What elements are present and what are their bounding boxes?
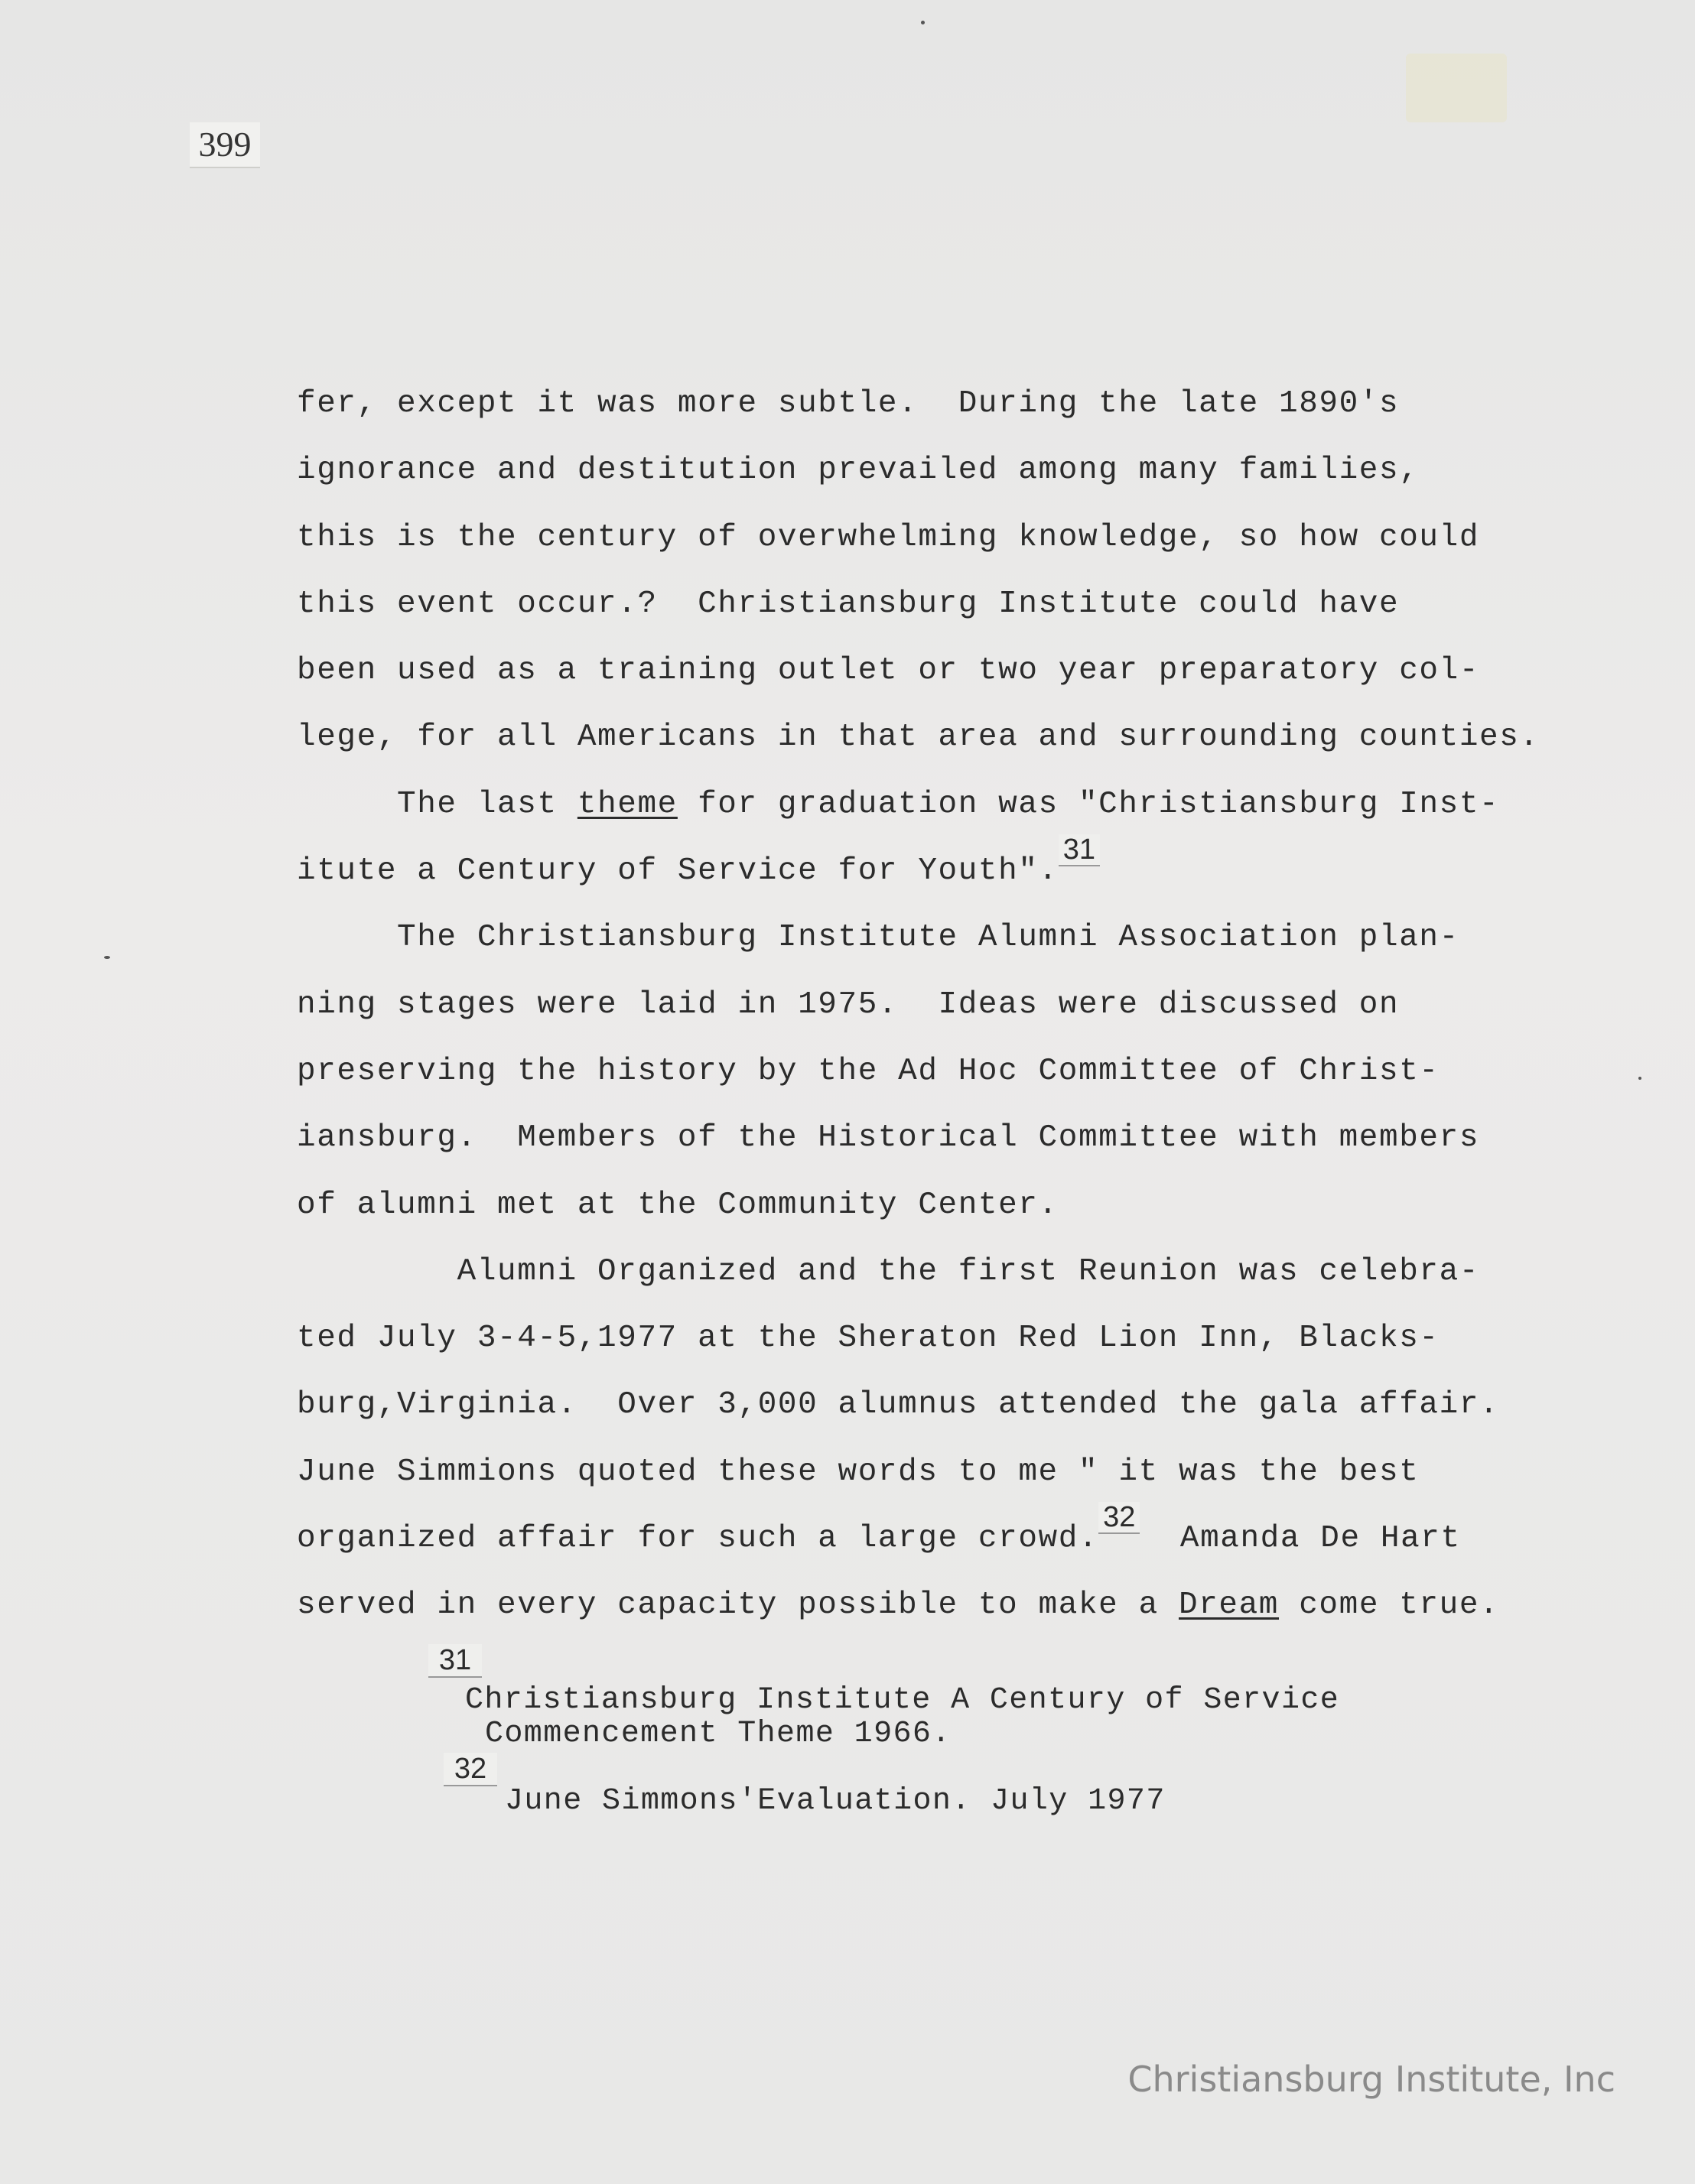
text-line: Alumni Organized and the first Reunion was celebra- [297, 1253, 1480, 1289]
footnote-number: 32 [444, 1753, 497, 1786]
text-line: June Simmions quoted these words to me " it was the best [297, 1454, 1420, 1490]
underlined-word: Dream [1178, 1588, 1280, 1623]
text-line: lege, for all Americans in that area and surrounding counties. [297, 720, 1540, 756]
footnote-ref-32: 32 [1098, 1502, 1140, 1534]
watermark: Christiansburg Institute, Inc [1127, 2059, 1615, 2100]
text-line: of alumni met at the Community Center. [297, 1187, 1059, 1223]
text-line: this is the century of overwhelming knowledge, so how could [297, 519, 1480, 555]
page-number: 399 [190, 122, 260, 168]
footnote-text: Commencement Theme 1966. [485, 1717, 952, 1751]
footnote-text: Christiansburg Institute A Century of Service [465, 1683, 1340, 1718]
text-line: iansburg. Members of the Historical Committee with members [297, 1120, 1480, 1156]
underlined-word: theme [577, 786, 678, 822]
speck [921, 21, 925, 24]
text-line: The Christiansburg Institute Alumni Association plan- [297, 920, 1459, 956]
text-line: itute a Century of Service for Youth".31 [297, 838, 1551, 905]
text-line: preserving the history by the Ad Hoc Committee of Christ- [297, 1053, 1440, 1089]
speck [104, 956, 110, 959]
text-line: been used as a training outlet or two year preparatory col- [297, 653, 1480, 689]
text-line: this event occur.? Christiansburg Institute could have [297, 586, 1400, 622]
footnote-ref-31: 31 [1059, 834, 1100, 866]
footnote-number: 31 [428, 1644, 482, 1678]
text-line: ignorance and destitution prevailed among many families, [297, 453, 1420, 489]
text-line: served in every capacity possible to make a Dream come true. [297, 1588, 1500, 1623]
text-line: The last theme for graduation was "Christiansburg Inst- [297, 786, 1500, 822]
text-line: ted July 3-4-5,1977 at the Sheraton Red Lion Inn, Blacks- [297, 1321, 1440, 1357]
text-line: ning stages were laid in 1975. Ideas were discussed on [297, 986, 1400, 1022]
text-line: organized affair for such a large crowd.32 Amanda De Hart [297, 1501, 1461, 1557]
speck [1638, 1077, 1641, 1080]
tape-residue [1406, 54, 1507, 122]
body-text [297, 371, 1551, 1640]
footnote-text: June Simmons'Evaluation. July 1977 [505, 1784, 1166, 1818]
text-line: burg,Virginia. Over 3,000 alumnus attended the gala affair. [297, 1387, 1500, 1423]
text-line: fer, except it was more subtle. During the late 1890's [297, 386, 1400, 421]
